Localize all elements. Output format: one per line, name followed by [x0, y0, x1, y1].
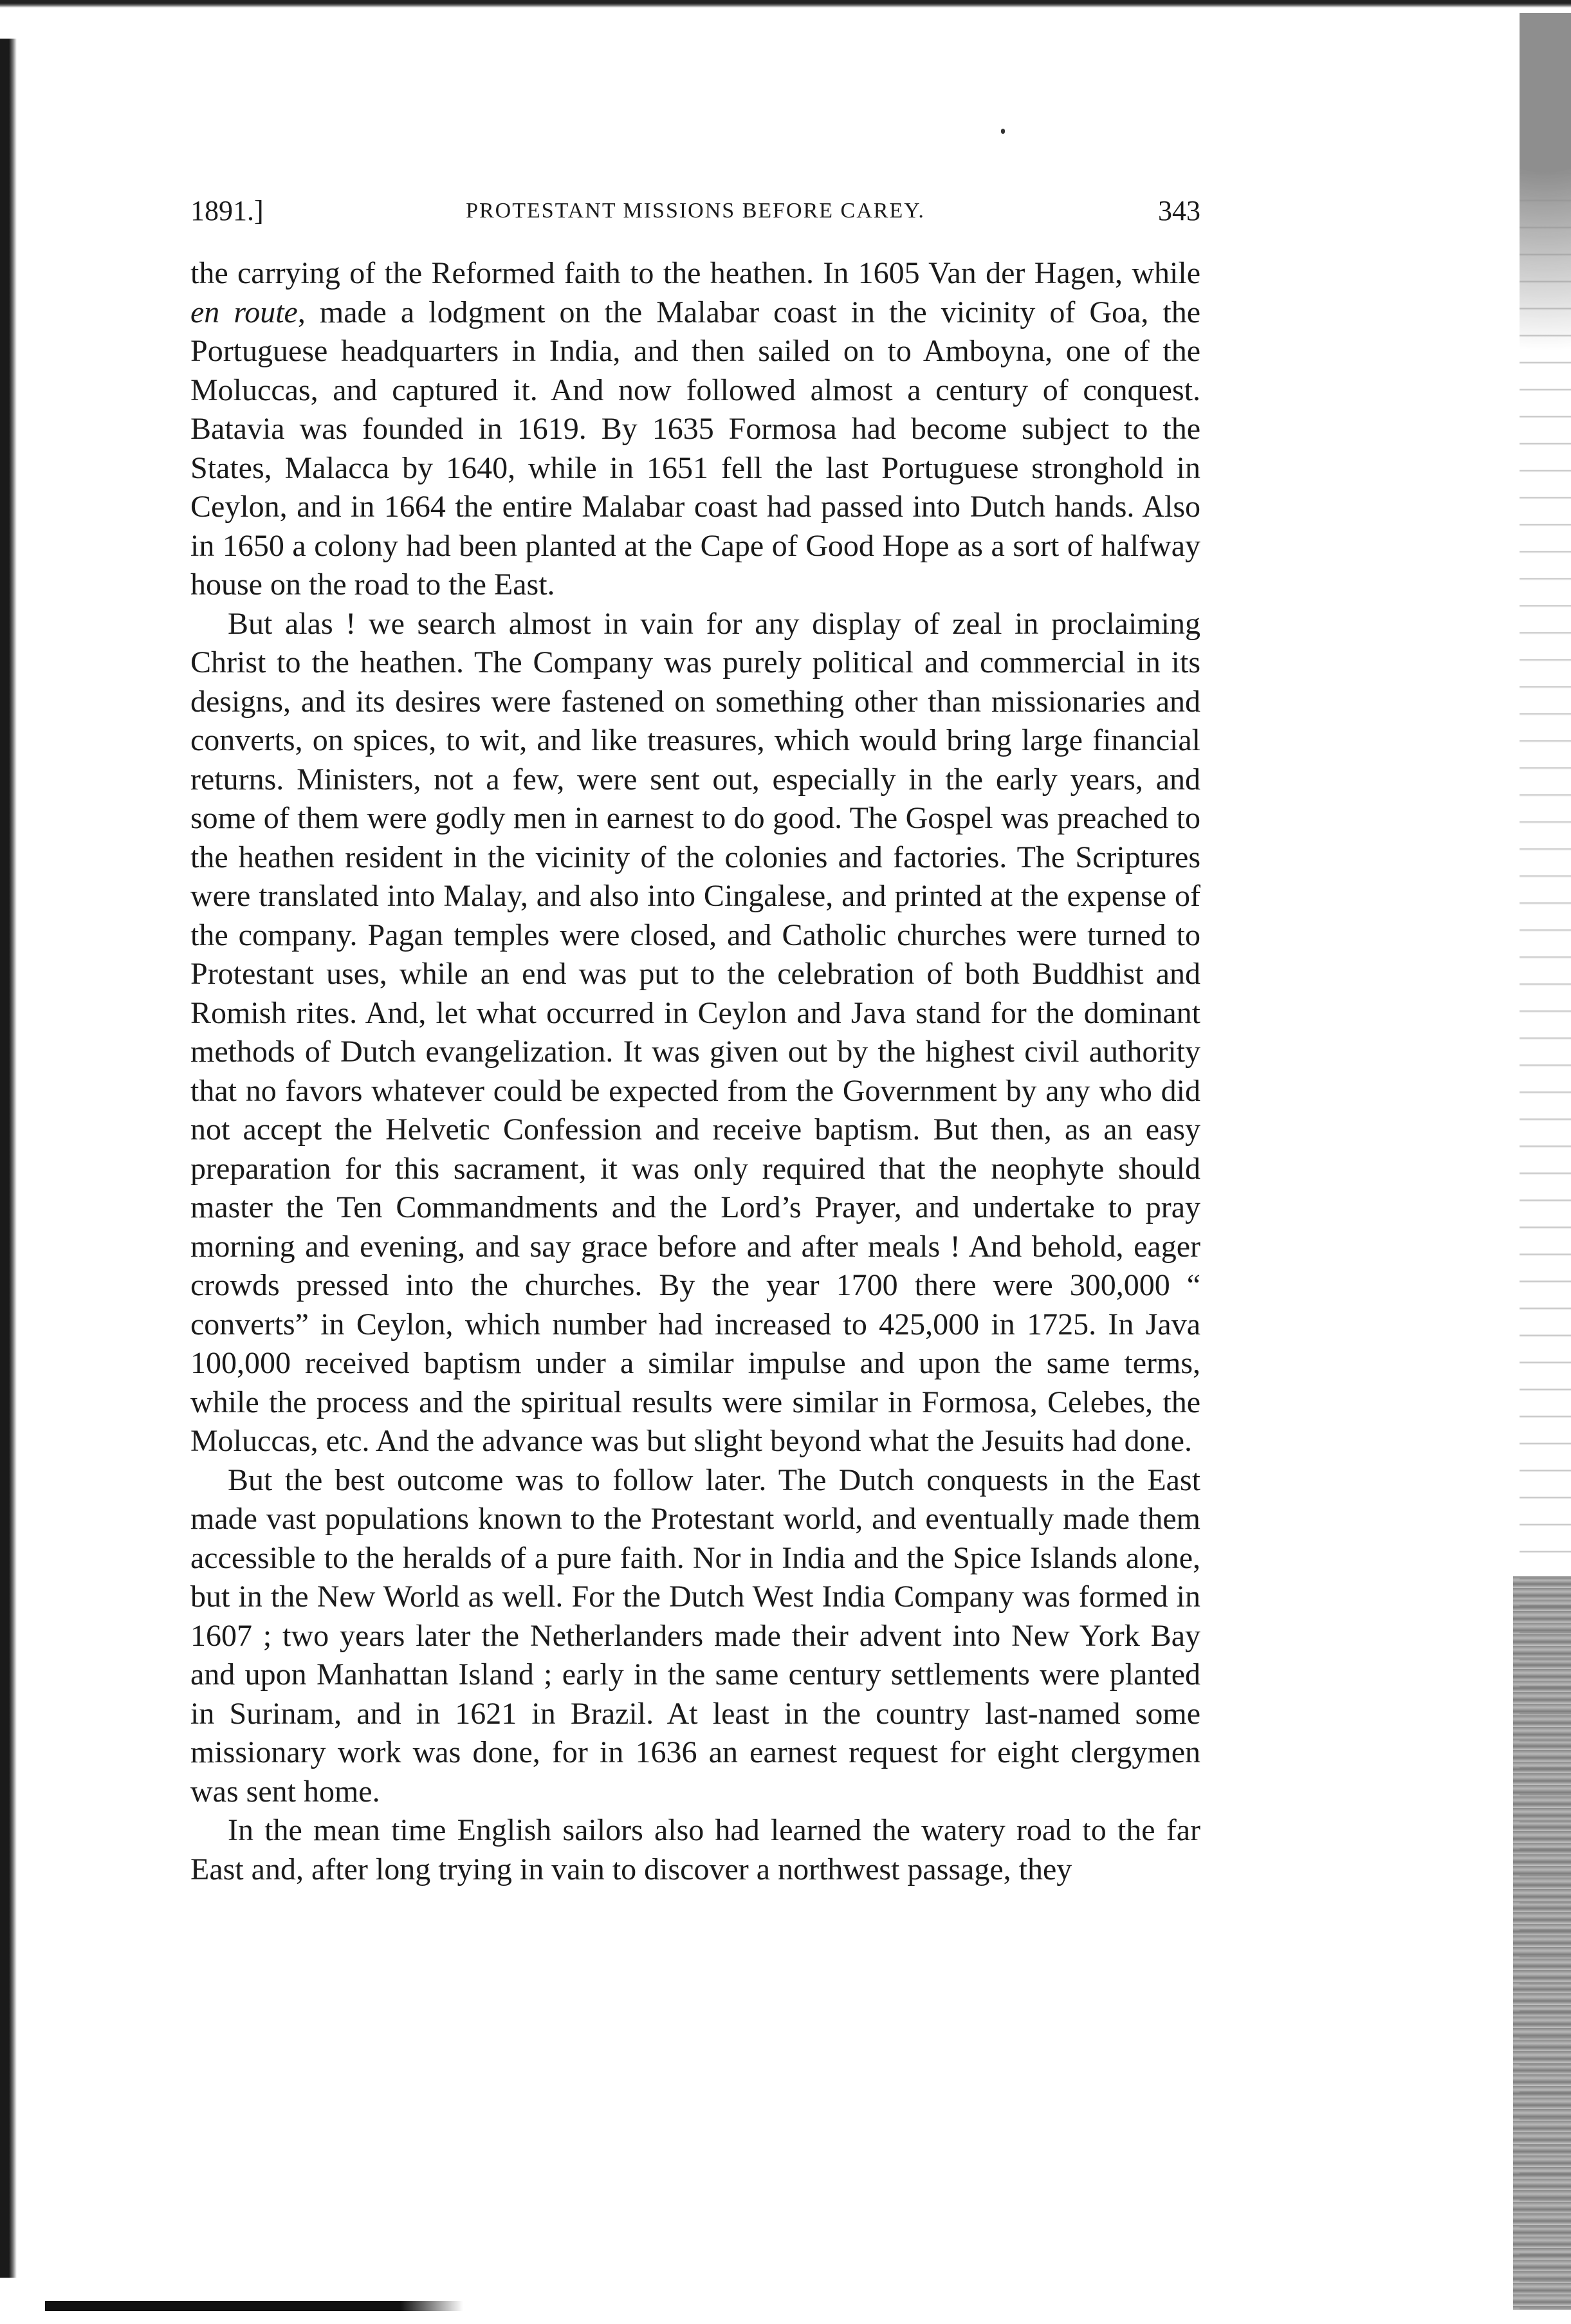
paragraph-4: In the mean time English sailors also had learned the watery road to the far East and, after long trying in vain to discover a northwest passage, they	[190, 1813, 1200, 1886]
body-text	[190, 254, 1200, 1889]
scan-binding-edge	[0, 39, 17, 2278]
running-head	[190, 192, 1200, 230]
paragraph-3: But the best outcome was to follow later. The Dutch conquests in the East made vast populations known to the Protestant world, and eventually made them accessible to the heralds of a pure faith. Nor in India and the Spice Islands alone, but in the New World as well. For the Dutch West India Company was formed in 1607 ; two years later the Netherlanders made their advent into New York Bay and upon Manhattan Island ; early in the same century settlements were planted in Surinam, and in 1621 in Brazil. At least in the country last-named some missionary work was done, for in 1636 an earnest request for eight clergymen was sent home.	[190, 1462, 1200, 1809]
scan-right-page-edge-lower	[1513, 1576, 1571, 2310]
scan-speck	[1001, 129, 1005, 134]
paragraph-2: But alas ! we search almost in vain for any display of zeal in proclaiming Christ to the heathen. The Company was purely political and commercial in its designs, and its desires were fastened on something other than missionaries and converts, on spices, to wit, and like treasures, which would bring large financial returns. Ministers, not a few, were sent out, especially in the early years, and some of them were godly men in earnest to do good. The Gospel was preached to the heathen resident in the vicinity of the colonies and factories. The Scriptures were translated into Malay, and also into Cingalese, and printed at the expense of the company. Pagan temples were closed, and Catholic churches were turned to Protestant uses, while an end was put to the celebration of both Buddhist and Romish rites. And, let what occurred in Ceylon and Java stand for the dominant methods of Dutch evangelization. It was given out by the highest civil authority that no favors whatever could be expected from the Government by any who did not accept the Helvetic Confession and receive baptism. But then, as an easy preparation for this sacrament, it was only required that the neophyte should master the Ten Commandments and the Lord’s Prayer, and undertake to pray morning and evening, and say grace before and after meals ! And behold, eager crowds pressed into the churches. By the year 1700 there were 300,000 “ converts” in Ceylon, which number had increased to 425,000 in 1725. In Java 100,000 received baptism under a similar impulse and upon the same terms, while the process and the spiritual results were similar in Formosa, Celebes, the Moluccas, etc. And the advance was but slight beyond what the Jesuits had done.	[190, 606, 1200, 1458]
page-number: 343	[1158, 195, 1200, 226]
running-head-title: PROTESTANT MISSIONS BEFORE CAREY.	[466, 199, 925, 223]
paragraph-1-italic-phrase: en route	[190, 295, 298, 329]
paragraph-1-text-after: , made a lodgment on the Malabar coast in the vicinity of Goa, the Portuguese headquarters in India, and then sailed on to Amboyna, one of the Moluccas, and captured it. And now followed almost a century of conquest. Batavia was founded in 1619. By 1635 Formosa had become subject to the States, Malacca by 1640, while in 1651 fell the last Portuguese stronghold in Ceylon, and in 1664 the entire Malabar coast had passed into Dutch hands. Also in 1650 a colony had been planted at the Cape of Good Hope as a sort of halfway house on the road to the East.	[190, 295, 1200, 602]
scan-bottom-edge	[45, 2301, 463, 2311]
paragraph-1	[190, 254, 1200, 605]
running-head-year: 1891.]	[190, 195, 264, 226]
scan-top-edge	[0, 0, 1571, 8]
paragraph-1-text-before: the carrying of the Reformed faith to the heathen. In 1605 Van der Hagen, while	[190, 256, 1200, 290]
